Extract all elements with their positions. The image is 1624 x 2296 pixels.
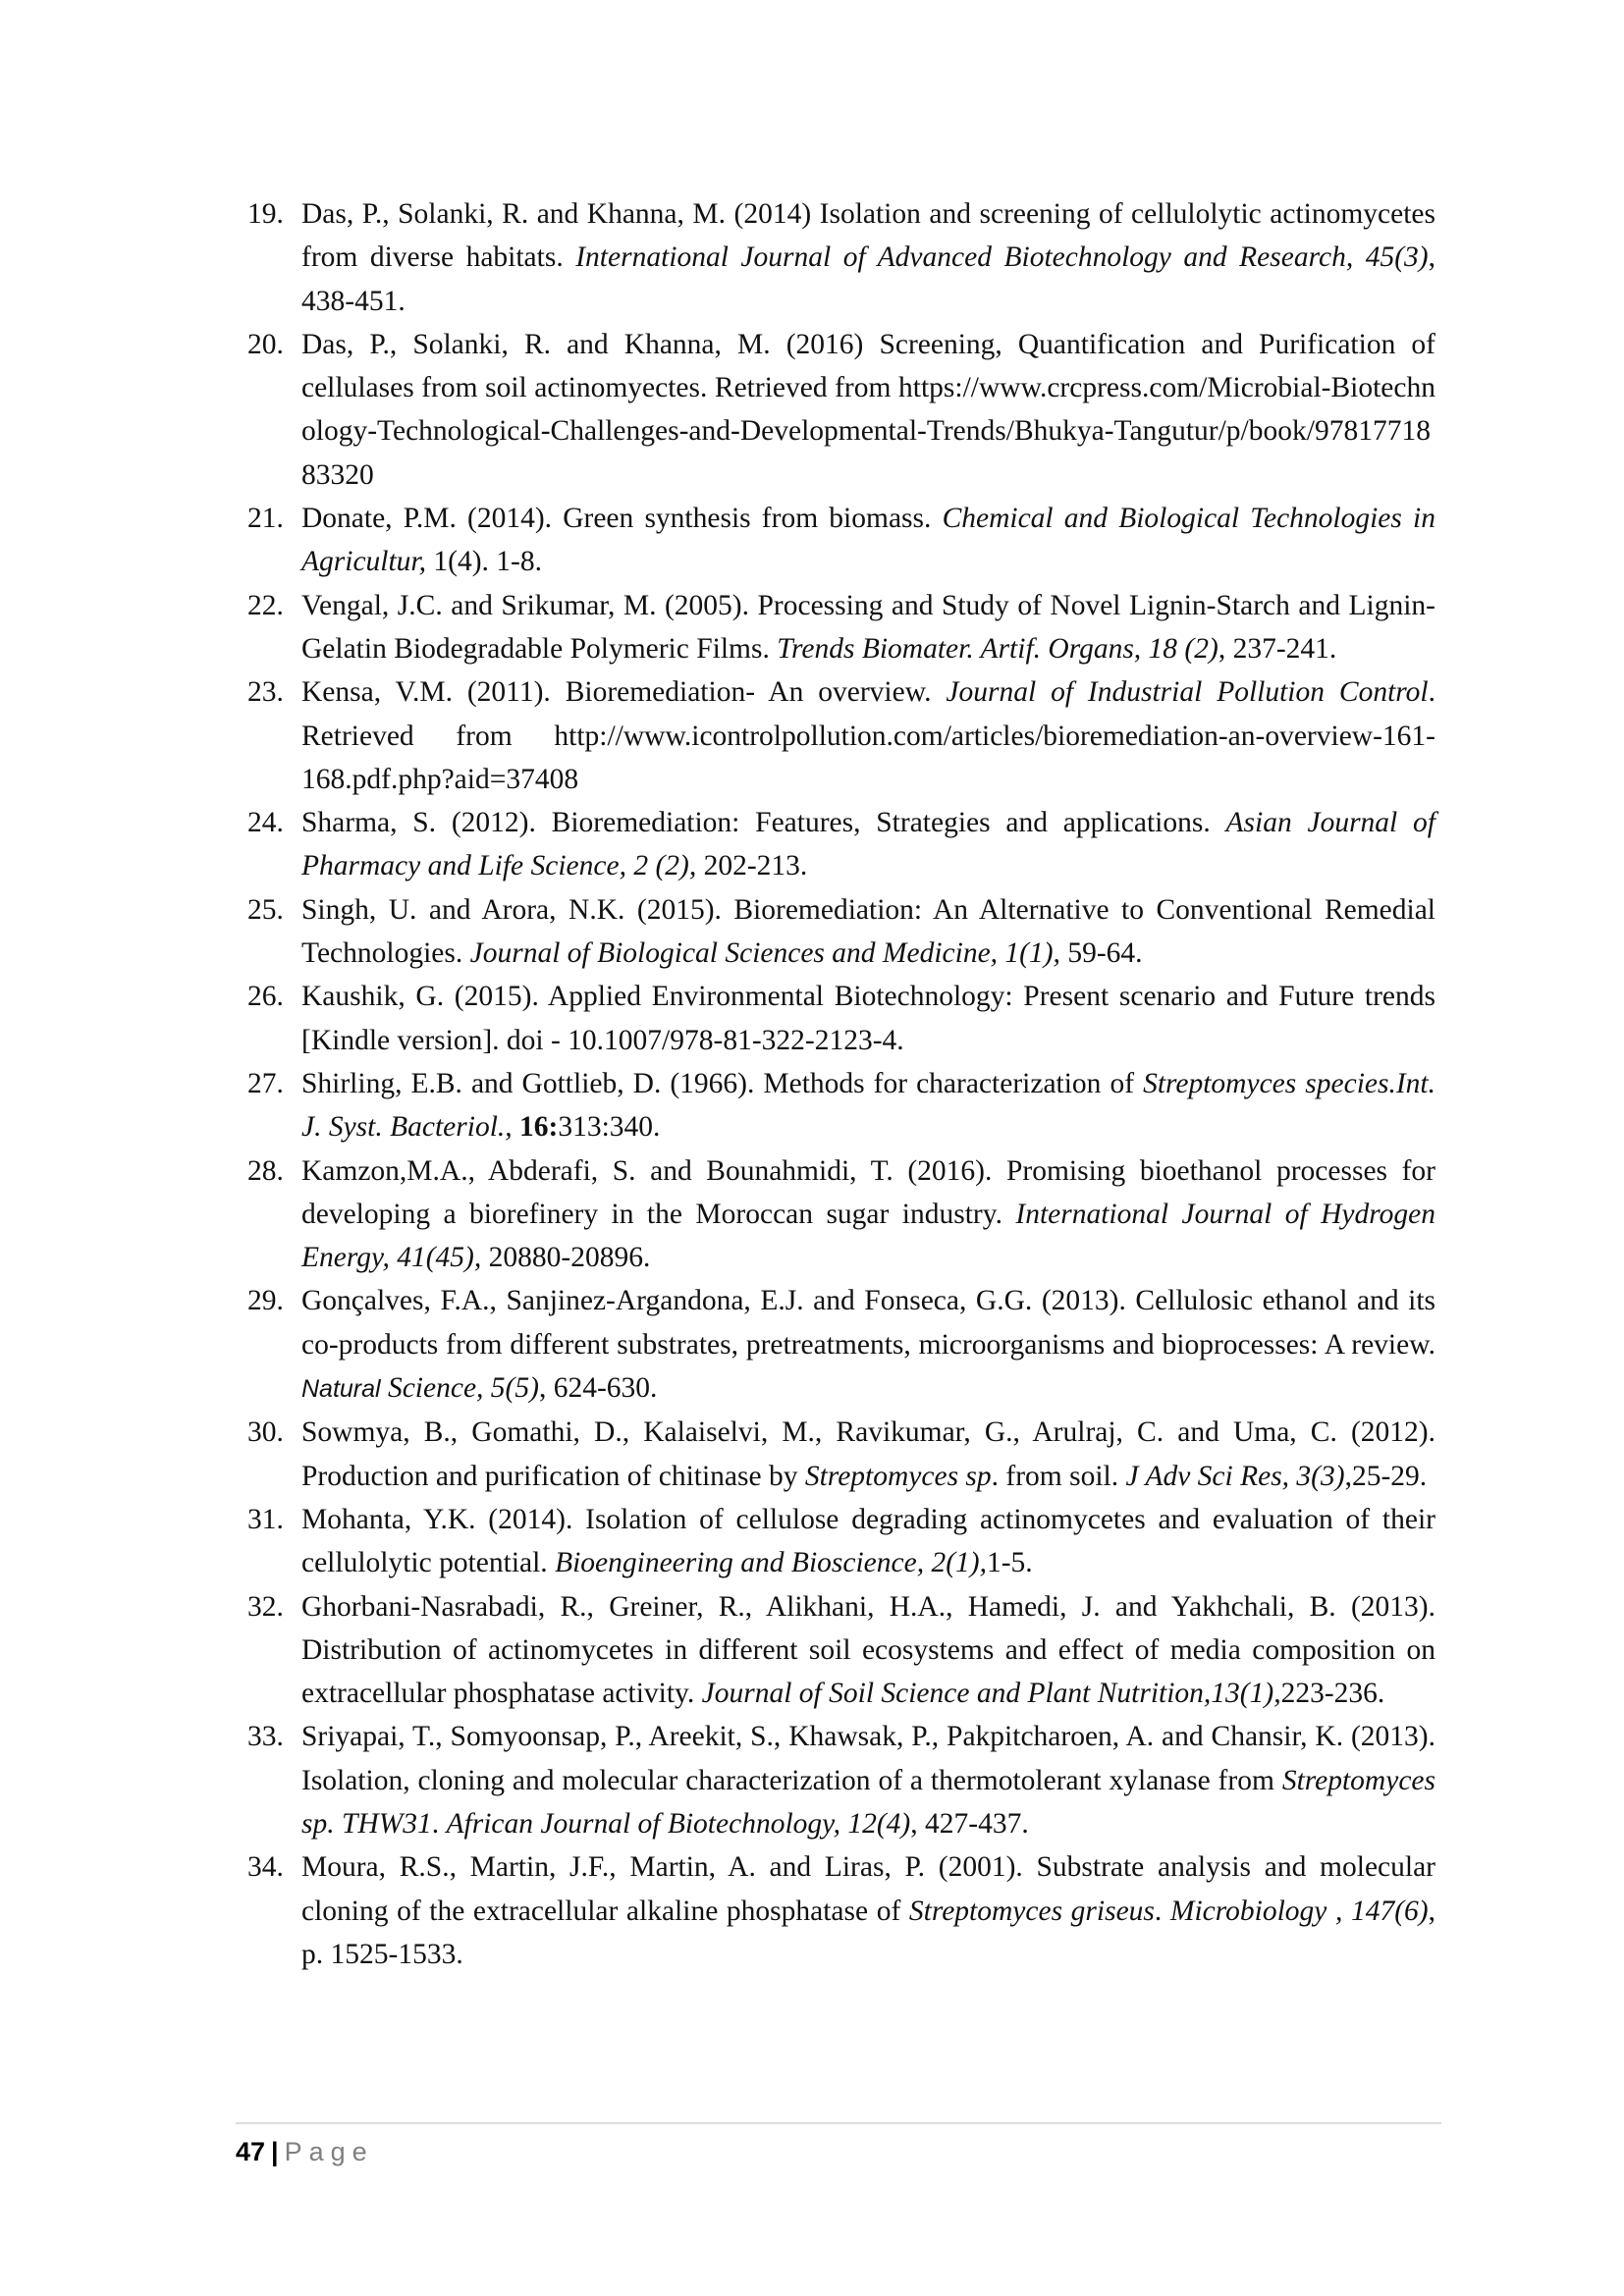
reference-italic-text: Streptomyces sp. THW31 (301, 1764, 1435, 1840)
reference-item (247, 1715, 1435, 1845)
reference-item (247, 584, 1435, 671)
reference-number: 27. (247, 1067, 284, 1099)
reference-text: . from soil. (991, 1460, 1126, 1492)
reference-text: Mohanta, Y.K. (2014). Isolation of cellulose degrading actinomycetes and evaluation of their cellulolytic potential. (301, 1503, 1435, 1579)
reference-italic-text: Asian Journal of Pharmacy and Life Science, 2 (2), (301, 807, 1435, 882)
reference-item (247, 1279, 1435, 1411)
reference-number: 25. (247, 893, 284, 926)
footer-separator: | (271, 2137, 279, 2166)
reference-text: Sharma, S. (2012). Bioremediation: Features, Strategies and applications. (301, 807, 1226, 839)
reference-italic-text: Journal of Soil Science and Plant Nutrition,13(1), (701, 1678, 1281, 1710)
reference-text: Kamzon,M.A., Abderafi, S. and Bounahmidi, T. (2016). Promising bioethanol processes for developing a biorefinery in the Moroccan sugar industry. (301, 1154, 1435, 1230)
page-footer (236, 2136, 374, 2167)
reference-number: 19. (247, 198, 284, 230)
reference-text: 20880-20896. (481, 1242, 651, 1274)
reference-bold-text: 16: (519, 1111, 559, 1144)
reference-item (247, 975, 1435, 1062)
reference-item (247, 801, 1435, 888)
reference-number: 33. (247, 1721, 284, 1753)
reference-italic-text: Chemical and Biological Technologies in Agricultur, (301, 503, 1435, 578)
reference-italic-text: International Journal of Hydrogen Energy, 41(45), (301, 1198, 1435, 1274)
reference-italic-text: Bioengineering and Bioscience, 2(1), (555, 1547, 987, 1579)
reference-italic-text: Science, 5(5) (380, 1372, 539, 1405)
reference-item (247, 323, 1435, 497)
reference-number: 21. (247, 503, 284, 535)
reference-text: Donate, P.M. (2014). Green synthesis from biomass. (301, 503, 943, 535)
reference-text: 313:340. (558, 1111, 661, 1144)
reference-text: Sowmya, B., Gomathi, D., Kalaiselvi, M., Ravikumar, G., Arulraj, C. and Uma, C. (2012). Production and purification of chitinase by (301, 1416, 1435, 1492)
reference-item (247, 1585, 1435, 1716)
reference-italic-text: Microbiology , 147(6) (1169, 1895, 1429, 1927)
reference-italic-text: International Journal of Advanced Biotechnology and Research, 45(3) (575, 241, 1429, 274)
reference-item (247, 1062, 1435, 1149)
reference-italic-text: Journal of Biological Sciences and Medicine, 1(1), (469, 937, 1060, 970)
reference-italic-text: African Journal of Biotechnology, 12(4) (446, 1807, 911, 1840)
reference-number: 30. (247, 1416, 284, 1449)
reference-text (513, 1111, 519, 1143)
reference-item (247, 1411, 1435, 1498)
reference-text: Kaushik, G. (2015). Applied Environmental Biotechnology: Present scenario and Future trends [Kindle version]. doi - 10.1007/978-81-322-2123-4. (301, 981, 1435, 1056)
reference-italic-text: Streptomyces sp (804, 1460, 992, 1492)
reference-list (247, 192, 1435, 1976)
reference-text: . (1154, 1895, 1170, 1927)
reference-text: , 237-241. (1218, 632, 1337, 665)
reference-number: 32. (247, 1590, 284, 1623)
reference-text: , 427-437. (910, 1807, 1029, 1840)
reference-number: 28. (247, 1154, 284, 1187)
reference-item (247, 670, 1435, 801)
page-number: 47 (236, 2137, 266, 2166)
reference-item (247, 1149, 1435, 1280)
reference-text: https://www.crcpress.com/Microbial-Biotechnology-Technological-Challenges-and-Developmental-Trends/Bhukya-Tangutur/p/book/9781771883320 (301, 372, 1435, 491)
reference-number: 20. (247, 328, 284, 360)
reference-text: Das, P., Solanki, R. and Khanna, M. (2016) Screening, Quantification and Purification of cellulases from soil actinomyectes. Retrieved from (301, 328, 1435, 404)
reference-text: , 438-451. (301, 241, 1435, 317)
reference-text: Kensa, V.M. (2011). Bioremediation- An overview. (301, 676, 947, 709)
reference-text: Sriyapai, T., Somyoonsap, P., Areekit, S., Khawsak, P., Pakpitcharoen, A. and Chansir, K. (2013). Isolation, cloning and molecular characterization of a thermotolerant xylanase from (301, 1721, 1435, 1796)
reference-number: 23. (247, 676, 284, 709)
reference-text: Moura, R.S., Martin, J.F., Martin, A. and Liras, P. (2001). Substrate analysis and molecular cloning of the extracellular alkaline phosphatase of (301, 1851, 1435, 1927)
reference-italic-text: Trends Biomater. Artif. Organs, 18 (2) (777, 632, 1218, 665)
reference-text: , 624-630. (538, 1372, 658, 1405)
reference-text: Gonçalves, F.A., Sanjinez-Argandona, E.J. and Fonseca, G.G. (2013). Cellulosic ethanol and its co-products from different substrates, pretreatments, microorganisms and bioprocesses: A review. (301, 1285, 1435, 1361)
reference-text: . (431, 1807, 447, 1840)
reference-italic-text: J Adv Sci Res, 3(3) (1125, 1460, 1345, 1492)
reference-text: . Retrieved from http://www.icontrolpollution.com/articles/bioremediation-an-overview-161-168.pdf.php?aid=37408 (301, 676, 1435, 795)
reference-text: ,25-29. (1344, 1460, 1428, 1492)
reference-number: 24. (247, 807, 284, 839)
reference-italic-text: Journal of Industrial Pollution Control (946, 676, 1429, 709)
reference-item (247, 1498, 1435, 1585)
reference-item (247, 497, 1435, 584)
reference-text: Vengal, J.C. and Srikumar, M. (2005). Processing and Study of Novel Lignin-Starch and Lignin-Gelatin Biodegradable Polymeric Films. (301, 589, 1435, 665)
reference-italic-text: Streptomyces species.Int. J. Syst. Bacteriol., (301, 1067, 1435, 1144)
reference-text: 202-213. (696, 850, 808, 882)
reference-text: 59-64. (1059, 937, 1143, 970)
reference-text: Shirling, E.B. and Gottlieb, D. (1966). Methods for characterization of (301, 1067, 1144, 1099)
reference-item (247, 888, 1435, 976)
reference-number: 22. (247, 589, 284, 621)
reference-text: 223-236. (1280, 1678, 1385, 1710)
reference-number: 31. (247, 1503, 284, 1535)
reference-text: Das, P., Solanki, R. and Khanna, M. (2014) Isolation and screening of cellulolytic actinomycetes from diverse habitats. (301, 198, 1435, 274)
reference-text: Natural (301, 1375, 381, 1404)
reference-number: 26. (247, 981, 284, 1013)
reference-text: 1(4). 1-8. (426, 546, 543, 578)
reference-text: Ghorbani-Nasrabadi, R., Greiner, R., Alikhani, H.A., Hamedi, J. and Yakhchali, B. (2013). Distribution of actinomycetes in different soil ecosystems and effect of media composition on extracellular phosphatase activity. (301, 1590, 1435, 1710)
page-label: Page (284, 2137, 374, 2166)
reference-number: 34. (247, 1851, 284, 1884)
reference-number: 29. (247, 1285, 284, 1317)
reference-text: , p. 1525-1533. (301, 1895, 1435, 1970)
reference-text: Singh, U. and Arora, N.K. (2015). Bioremediation: An Alternative to Conventional Remedial Technologies. (301, 893, 1435, 970)
reference-item (247, 1845, 1435, 1976)
reference-text: 1-5. (986, 1547, 1033, 1579)
reference-italic-text: Streptomyces griseus (908, 1895, 1155, 1927)
reference-item (247, 192, 1435, 323)
footer-divider (236, 2122, 1441, 2124)
